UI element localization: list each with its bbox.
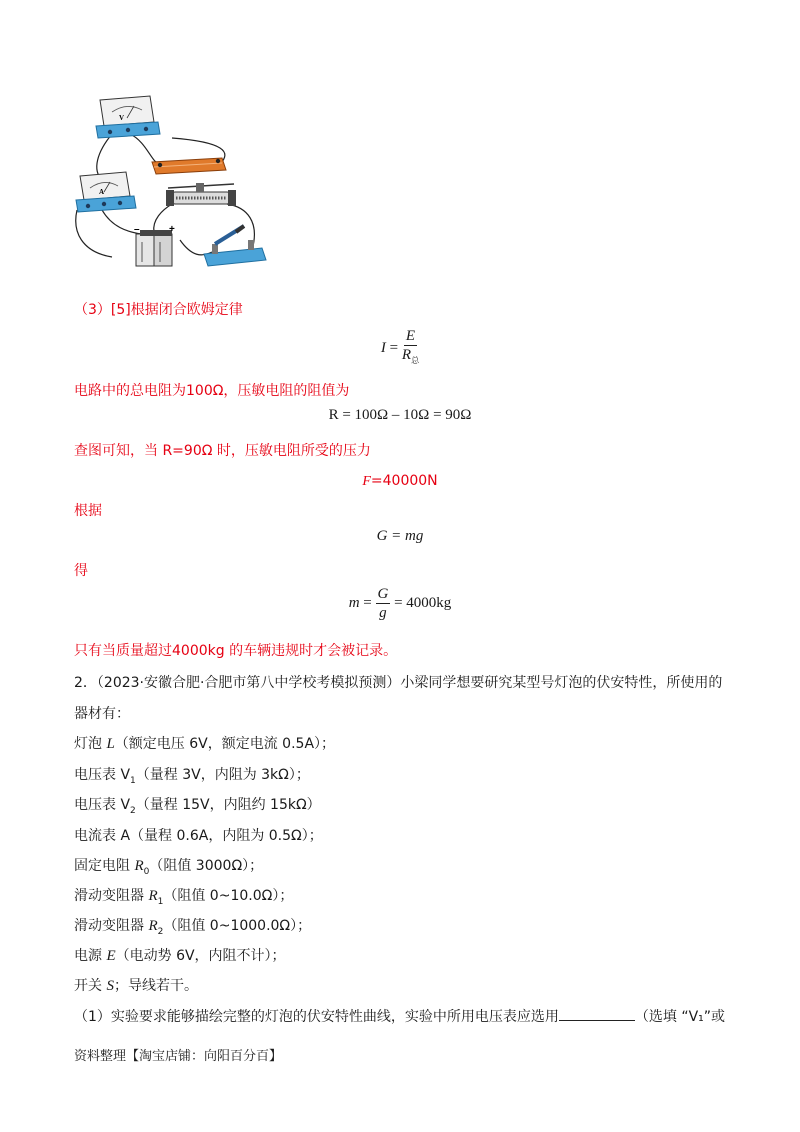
wire (180, 240, 212, 255)
part1-question: （1）实验要求能够描绘完整的灯泡的伏安特性曲线，实验中所用电压表应选用 （选填 “V₁”或 (74, 1006, 725, 1027)
conclusion-line: 只有当质量超过4000kg 的车辆违规时才会被记录。 (74, 643, 398, 659)
battery-plus: + (169, 224, 175, 235)
question2-intro-cont: 器材有： (74, 706, 130, 722)
equation-ohm-law: I = $\frac{E}{R_总}$ (380, 328, 420, 365)
equipment-item: 灯泡 L（额定电压 6V，额定电流 0.5A）； (74, 736, 336, 752)
rheostat (166, 183, 236, 206)
answer-blank[interactable] (559, 1006, 635, 1021)
equation-mass: m = $\frac{G}{g}$ = 4000kg (348, 586, 452, 621)
voltmeter (96, 96, 160, 138)
page-footer: 资料整理【淘宝店铺：向阳百分百】 (74, 1049, 283, 1064)
equipment-item: 电源 E（电动势 6V，内阻不计）； (74, 948, 286, 964)
equipment-item: 滑动变阻器 $R_1$（阻值 0~10.0Ω）； (74, 888, 294, 907)
battery (134, 224, 175, 266)
battery-minus: – (134, 224, 140, 235)
question2-intro: 2．（2023·安徽合肥·合肥市第八中学校考模拟预测）小梁同学想要研究某型号灯泡的伏安特性，所使用的 (74, 675, 723, 691)
wire (130, 134, 160, 164)
equipment-item: 电压表 $V_1$（量程 3V，内阻为 3kΩ）； (74, 767, 310, 786)
step3-heading: （3）[5]根据闭合欧姆定律 (74, 302, 243, 318)
equipment-item: 滑动变阻器 $R_2$（阻值 0~1000.0Ω）； (74, 918, 312, 937)
resistor-bar (152, 158, 226, 174)
graph-lookup-line: 查图可知，当 R=90Ω 时，压敏电阻所受的压力 (74, 443, 371, 459)
equation-weight: G = mg (376, 528, 424, 544)
equipment-item: 电流表 A（量程 0.6A，内阻为 0.5Ω）； (74, 828, 323, 844)
total-resistance-line: 电路中的总电阻为100Ω，压敏电阻的阻值为 (74, 383, 350, 399)
according-label: 根据 (74, 503, 102, 519)
equipment-item: 开关 S；导线若干。 (74, 978, 198, 994)
equipment-item: 固定电阻 $R_0$（阻值 3000Ω）； (74, 858, 264, 877)
circuit-diagram (72, 92, 272, 270)
equation-resistance: R = 100Ω – 10Ω = 90Ω (328, 407, 472, 423)
force-result: F=40000N (362, 473, 438, 489)
equipment-item: 电压表 $V_2$（量程 15V，内阻约 15kΩ） (74, 797, 321, 816)
switch (204, 226, 266, 266)
obtain-label: 得 (74, 563, 88, 579)
voltmeter-label: V (119, 114, 125, 122)
ammeter (76, 172, 136, 212)
ammeter-label: A (99, 188, 105, 196)
